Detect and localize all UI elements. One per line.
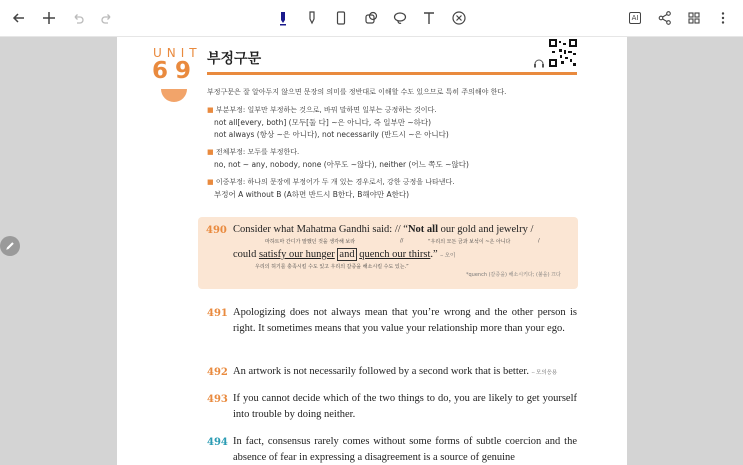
example-492-text: An artwork is not necessarily followed by a second work that is better. ~ 모의응용	[233, 366, 558, 377]
undo-icon[interactable]	[68, 8, 88, 28]
gloss: “우리의 모든 금과 보석이 ~은 아니다	[428, 239, 511, 245]
rule-line: not all[every, both] (모두[둘 다] ~은 아니다, 즉 일부만 ~하다)	[214, 118, 432, 127]
add-icon[interactable]	[39, 8, 59, 28]
unit-number: 69	[152, 58, 199, 84]
gloss: 마하트마 간디가 말했던 것을 생각해 보라	[265, 239, 356, 245]
unit-title: 부정구문	[207, 51, 262, 67]
example-number: 492	[207, 367, 228, 378]
headphones-icon	[533, 58, 545, 68]
text-icon[interactable]	[419, 8, 439, 28]
intro-text: 부정구문은 잘 알아두지 않으면 문장의 의미를 정반대로 이해할 수도 있으므로 특히 주의해야 한다.	[207, 88, 507, 96]
document-page	[117, 37, 627, 465]
unit-decoration	[161, 89, 187, 102]
example-number: 494	[207, 437, 228, 448]
phone-icon[interactable]	[331, 8, 351, 28]
qr-code-icon	[549, 39, 577, 67]
redo-icon[interactable]	[97, 8, 117, 28]
pencil-icon	[4, 240, 16, 252]
share-icon[interactable]	[655, 8, 675, 28]
eraser-icon[interactable]	[449, 8, 469, 28]
vocab-note: *quench (갈증을) 해소시키다; (불을) 끄다	[466, 272, 561, 278]
example-number: 493	[207, 394, 228, 405]
example-490-line1: Consider what Mahatma Gandhi said: // “Not all our gold and jewelry /	[233, 224, 534, 235]
shape-icon[interactable]	[361, 8, 381, 28]
rule-partial-negation: ■ 부분부정: 일부만 부정하는 것으로, 바꿔 말하면 일부는 긍정하는 것이다.	[207, 106, 437, 114]
gloss: //	[400, 238, 404, 244]
gloss: 우리의 허기를 충족시킬 수도 있고 우리의 갈증을 해소시킬 수도 있는.”	[255, 264, 409, 270]
more-icon[interactable]	[713, 8, 733, 28]
unit-label: UNIT	[153, 46, 202, 60]
rule-line: not always (항상 ~은 아니다), not necessarily (반드시 ~은 아니다)	[214, 130, 449, 139]
floating-pen-button[interactable]	[0, 236, 20, 256]
back-arrow-icon[interactable]	[9, 8, 29, 28]
example-number: 491	[207, 308, 228, 319]
highlighter-icon[interactable]	[302, 8, 322, 28]
ai-label: AI	[629, 12, 642, 24]
title-divider	[207, 72, 577, 75]
example-493-text: If you cannot decide which of the two things to do, you are likely to get yourself into trouble by doing neither.	[233, 393, 577, 420]
lasso-icon[interactable]	[390, 8, 410, 28]
rule-double-negation: ■ 이중부정: 하나의 문장에 부정어가 두 개 있는 경우로서, 강한 긍정을 나타낸다.	[207, 178, 455, 186]
example-491-text: Apologizing does not always mean that you’re wrong and the other person is right. It sometimes means that you value your relationship more than your ego.	[233, 307, 577, 334]
grid-icon[interactable]	[684, 8, 704, 28]
rule-total-negation: ■ 전체부정: 모두를 부정한다.	[207, 148, 300, 156]
example-494-text: In fact, consensus rarely comes without some forms of subtle coercion and the absence of fear in expressing a disagreement is a source of genuine	[233, 436, 577, 463]
example-number: 490	[206, 225, 227, 236]
ai-button[interactable]	[625, 8, 645, 28]
rule-line: 부정어 A without B (A하면 반드시 B한다, B해야만 A한다)	[214, 190, 410, 199]
rule-line: no, not ~ any, nobody, none (아무도 ~않다), neither (어느 쪽도 ~않다)	[214, 160, 469, 169]
example-490-line2: could satisfy our hunger and quench our thirst.” ~ 오이	[233, 249, 456, 260]
example-490-box	[198, 217, 578, 289]
pen-icon[interactable]	[273, 8, 293, 28]
top-toolbar	[0, 0, 743, 37]
gloss: /	[538, 238, 540, 244]
